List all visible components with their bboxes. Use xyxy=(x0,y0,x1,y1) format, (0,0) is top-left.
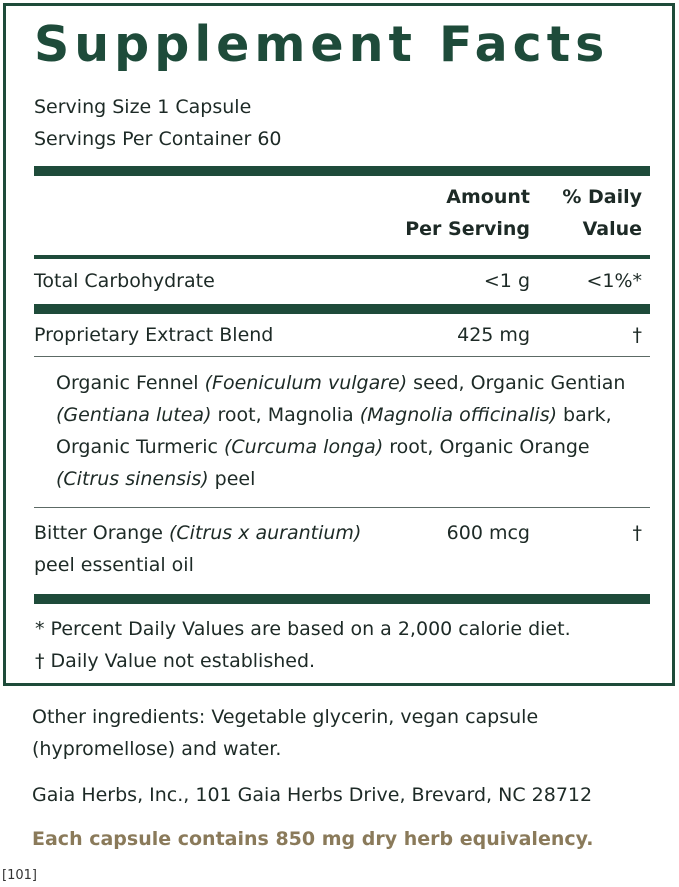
thick-divider xyxy=(34,304,650,314)
amount-header-line1: Amount xyxy=(446,186,530,208)
ingredient-text: bark, xyxy=(557,404,612,426)
ingredient-text: Organic Turmeric xyxy=(56,436,224,458)
amount-header-line2: Per Serving xyxy=(405,218,530,240)
row-amount-blend: 425 mg xyxy=(457,324,530,346)
latin-name: (Curcuma longa) xyxy=(223,436,384,458)
thick-divider xyxy=(34,166,650,176)
dv-header-line2: Value xyxy=(582,218,642,240)
latin-name: (Magnolia officinalis) xyxy=(359,404,558,426)
serving-size: Serving Size 1 Capsule xyxy=(34,96,252,118)
row-dv-blend: † xyxy=(632,324,642,346)
other-ingredients-line2: (hypromellose) and water. xyxy=(32,738,282,760)
thick-divider xyxy=(34,594,650,604)
ingredient-text: Organic Fennel xyxy=(56,372,205,394)
row-dv-carbohydrate: <1%* xyxy=(586,270,642,292)
thin-divider xyxy=(34,356,650,357)
manufacturer-address: Gaia Herbs, Inc., 101 Gaia Herbs Drive, Brevard, NC 28712 xyxy=(32,784,593,806)
row-name-bitter-orange-line2: peel essential oil xyxy=(34,554,194,576)
row-amount-carbohydrate: <1 g xyxy=(483,270,530,292)
equivalency-note: Each capsule contains 850 mg dry herb equivalency. xyxy=(32,828,594,850)
panel-title: Supplement Facts xyxy=(34,16,610,73)
row-name-blend: Proprietary Extract Blend xyxy=(34,324,274,346)
row-name-bitter-orange xyxy=(34,522,361,545)
row-dv-bitter-orange: † xyxy=(632,522,642,544)
ingredient-text: root, Organic Orange xyxy=(383,436,590,458)
ingredient-text: peel xyxy=(208,468,256,490)
dv-header-line1: % Daily xyxy=(562,186,642,208)
blend-ingredients-line xyxy=(56,404,612,426)
medium-divider xyxy=(34,255,650,259)
ingredient-text: Bitter Orange xyxy=(34,522,169,544)
ingredient-text: seed, Organic Gentian xyxy=(407,372,626,394)
blend-ingredients-line xyxy=(56,372,625,394)
thin-divider xyxy=(34,507,650,508)
row-amount-bitter-orange: 600 mcg xyxy=(446,522,530,544)
footnote-percent: * Percent Daily Values are based on a 2,000 calorie diet. xyxy=(35,618,571,640)
latin-name: (Gentiana lutea) xyxy=(56,404,212,426)
reference-tag: [101] xyxy=(2,868,37,883)
footnote-dagger: † Daily Value not established. xyxy=(35,650,316,672)
blend-ingredients-line xyxy=(56,468,255,490)
blend-ingredients-line xyxy=(56,436,590,458)
latin-name: (Foeniculum vulgare) xyxy=(204,372,408,394)
servings-per-container: Servings Per Container 60 xyxy=(34,128,282,150)
latin-name: (Citrus sinensis) xyxy=(56,468,209,490)
latin-name: (Citrus x aurantium) xyxy=(169,522,362,544)
other-ingredients-line1: Other ingredients: Vegetable glycerin, vegan capsule xyxy=(32,706,539,728)
row-name-carbohydrate: Total Carbohydrate xyxy=(34,270,215,292)
ingredient-text: root, Magnolia xyxy=(211,404,360,426)
supplement-facts-panel xyxy=(3,3,675,686)
